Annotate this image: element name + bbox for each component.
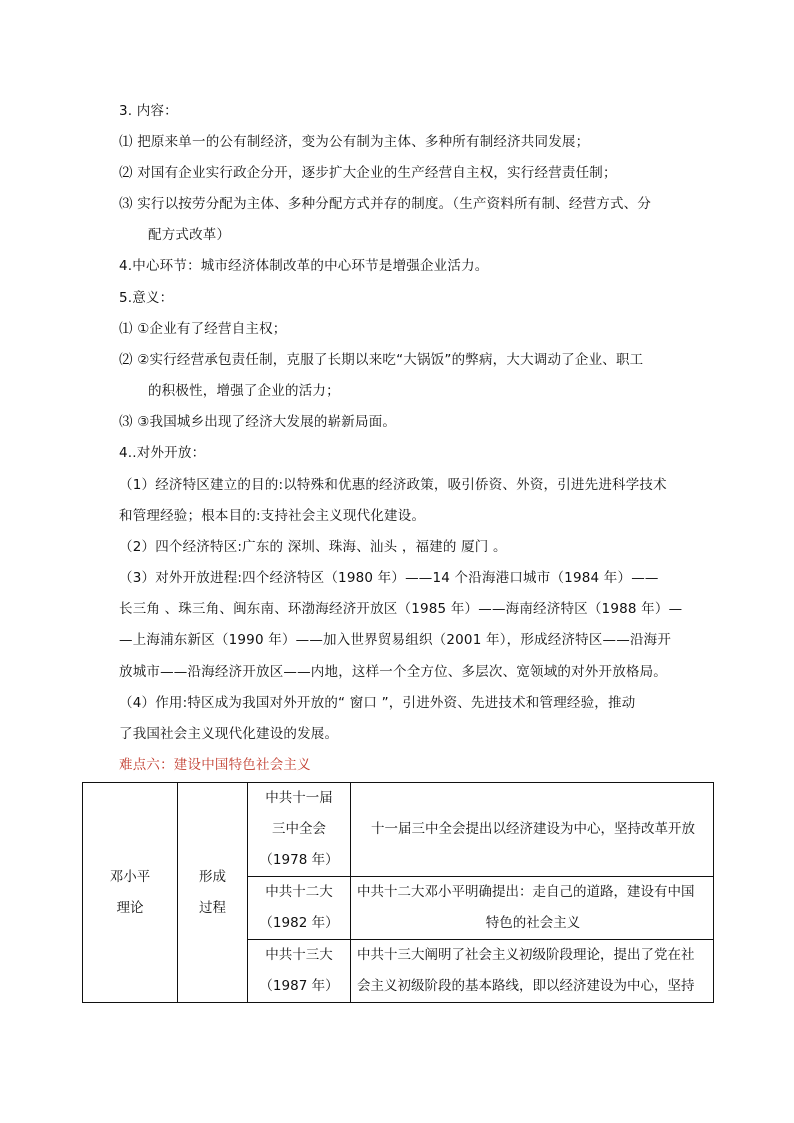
text-line: 的积极性，增强了企业的活力；	[148, 383, 340, 399]
cell-text: 中共十三大	[265, 947, 333, 963]
cell-text: 三中全会	[272, 821, 326, 837]
content-cell	[351, 877, 714, 940]
cell-text: （1978 年）	[259, 852, 339, 868]
cell-text: 理论	[116, 899, 144, 916]
text-line: —上海浦东新区（1990 年）——加入世界贸易组织（2001 年），形成经济特区——沿海开	[119, 632, 672, 648]
stage-cell	[178, 783, 248, 1003]
text-line: 和管理经验；根本目的:支持社会主义现代化建设。	[119, 508, 426, 524]
cell-text: 中共十二大邓小平明确提出：走自己的道路，建设有中国	[357, 884, 695, 900]
text-line: （2）四个经济特区:广东的 深圳、珠海、汕头 ，福建的 厦门 。	[119, 539, 507, 555]
cell-text: （1982 年）	[259, 915, 339, 931]
meeting-cell	[248, 877, 351, 940]
cell-text: 特色的社会主义	[485, 915, 581, 931]
content-cell	[351, 783, 714, 877]
cell-text: 中共十二大	[265, 884, 333, 900]
text-line: （4）作用:特区成为我国对外开放的“ 窗口 ”，引进外资、先进技术和管理经验，推动	[119, 695, 636, 711]
text-line: ⑴ ①企业有了经营自主权；	[119, 321, 287, 337]
content-cell	[351, 940, 714, 1003]
text-line: 了我国社会主义现代化建设的发展。	[119, 726, 339, 742]
cell-text: 过程	[199, 899, 226, 916]
text-line: 5.意义：	[119, 290, 174, 306]
text-line: 3. 内容：	[119, 103, 178, 119]
text-line: ⑵ 对国有企业实行政企分开，逐步扩大企业的生产经营自主权，实行经营责任制；	[119, 165, 617, 181]
text-line: ⑶ 实行以按劳分配为主体、多种分配方式并存的制度。（生产资料所有制、经营方式、分	[119, 196, 652, 212]
text-line: 配方式改革）	[148, 227, 231, 243]
cell-text: （1987 年）	[259, 978, 339, 994]
section-heading: 难点六：建设中国特色社会主义	[119, 757, 311, 773]
cell-text: 中共十三大阐明了社会主义初级阶段理论，提出了党在社	[357, 947, 695, 963]
table-row	[83, 783, 714, 877]
cell-text: 邓小平	[109, 868, 151, 885]
text-line: 4..对外开放：	[119, 445, 206, 461]
cell-text: 形成	[199, 868, 226, 885]
meeting-cell	[248, 940, 351, 1003]
text-line: ⑵ ②实行经营承包责任制，克服了长期以来吃“大锅饭”的弊病，大大调动了企业、职工	[119, 352, 644, 368]
cell-text: 中共十一届	[265, 790, 333, 806]
theory-table	[82, 782, 714, 1003]
text-line: 长三角 、珠三角、闽东南、环渤海经济开放区（1985 年）——海南经济特区（1988 年）—	[119, 601, 683, 617]
meeting-cell	[248, 783, 351, 877]
text-line: （1）经济特区建立的目的:以特殊和优惠的经济政策，吸引侨资、外资，引进先进科学技术	[119, 477, 667, 493]
text-line: （3）对外开放进程:四个经济特区（1980 年）——14 个沿海港口城市（1984 年）——	[119, 570, 659, 586]
cell-text: 会主义初级阶段的基本路线，即以经济建设为中心，坚持	[357, 978, 695, 994]
text-line: ⑴ 把原来单一的公有制经济，变为公有制为主体、多种所有制经济共同发展；	[119, 134, 590, 150]
cell-text: 十一届三中全会提出以经济建设为中心，坚持改革开放	[371, 821, 695, 837]
theory-cell	[83, 783, 178, 1003]
text-line: ⑶ ③我国城乡出现了经济大发展的崭新局面。	[119, 414, 397, 430]
text-line: 4.中心环节：城市经济体制改革的中心环节是增强企业活力。	[119, 258, 489, 274]
text-line: 放城市——沿海经济开放区——内地，这样一个全方位、多层次、宽领域的对外开放格局。	[119, 664, 667, 680]
